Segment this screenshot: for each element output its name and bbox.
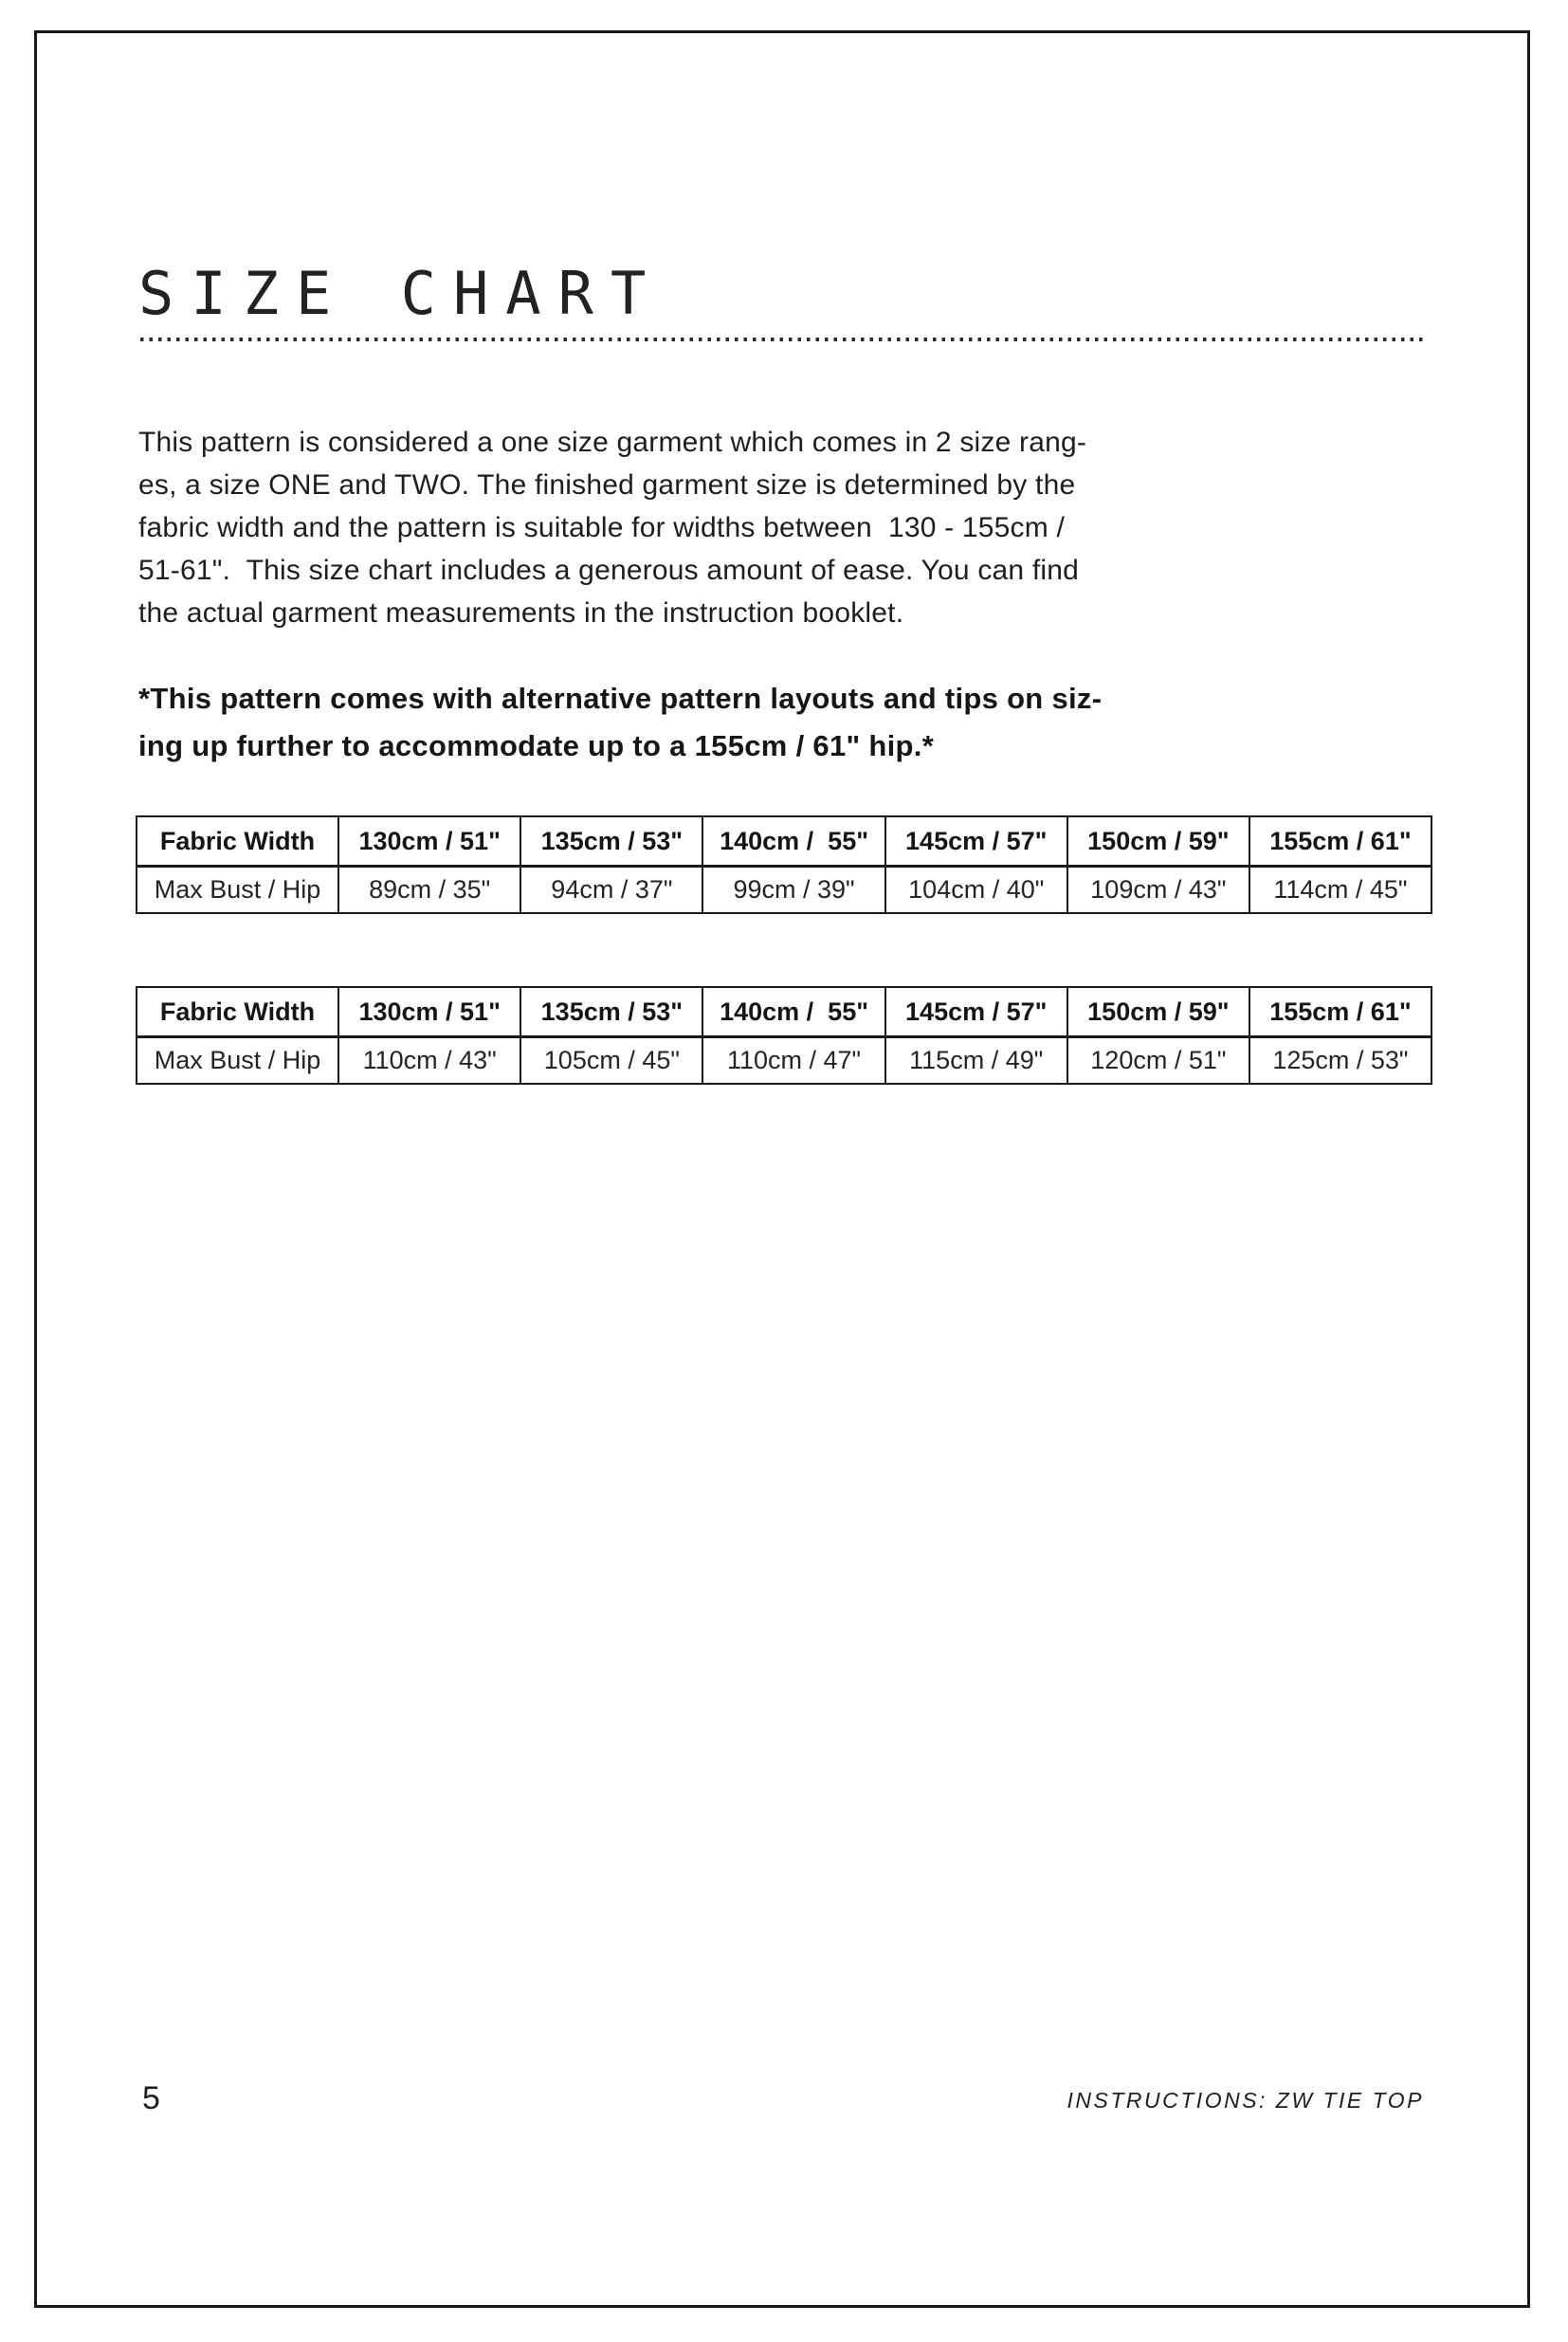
note-line: *This pattern comes with alternative pattern layouts and tips on siz- bbox=[138, 682, 1103, 715]
table-cell: 99cm / 39" bbox=[702, 867, 884, 914]
column-header: 130cm / 51" bbox=[338, 816, 520, 867]
table-cell: 110cm / 47" bbox=[702, 1037, 884, 1085]
intro-line: 51-61". This size chart includes a generous amount of ease. You can find bbox=[138, 555, 1079, 586]
sizing-note-bold bbox=[138, 675, 1466, 770]
column-header: 130cm / 51" bbox=[338, 987, 520, 1037]
column-header: 140cm / 55" bbox=[702, 987, 884, 1037]
column-header-fabric-width: Fabric Width bbox=[137, 816, 338, 867]
size-table-one bbox=[136, 815, 1432, 914]
page-title: SIZE CHART bbox=[138, 258, 664, 328]
column-header: 150cm / 59" bbox=[1067, 816, 1249, 867]
column-header-fabric-width: Fabric Width bbox=[137, 987, 338, 1037]
column-header: 145cm / 57" bbox=[885, 987, 1067, 1037]
table-cell: 89cm / 35" bbox=[338, 867, 520, 914]
dotted-divider bbox=[140, 338, 1426, 341]
table-row bbox=[137, 867, 1431, 914]
intro-line: This pattern is considered a one size garment which comes in 2 size rang- bbox=[138, 427, 1087, 458]
column-header: 140cm / 55" bbox=[702, 816, 884, 867]
table-cell: 105cm / 45" bbox=[520, 1037, 702, 1085]
intro-line: fabric width and the pattern is suitable for widths between 130 - 155cm / bbox=[138, 512, 1065, 543]
column-header: 135cm / 53" bbox=[520, 816, 702, 867]
table-header-row bbox=[137, 987, 1431, 1037]
size-table-two bbox=[136, 986, 1432, 1085]
table-cell: 120cm / 51" bbox=[1067, 1037, 1249, 1085]
intro-line: es, a size ONE and TWO. The finished garment size is determined by the bbox=[138, 469, 1076, 501]
table-cell: 115cm / 49" bbox=[885, 1037, 1067, 1085]
table-cell: 104cm / 40" bbox=[885, 867, 1067, 914]
footer-booklet-title: INSTRUCTIONS: ZW TIE TOP bbox=[1067, 2088, 1424, 2113]
row-label-max-bust-hip: Max Bust / Hip bbox=[137, 1037, 338, 1085]
table-cell: 109cm / 43" bbox=[1067, 867, 1249, 914]
column-header: 145cm / 57" bbox=[885, 816, 1067, 867]
intro-line: the actual garment measurements in the instruction booklet. bbox=[138, 597, 904, 629]
table-cell: 114cm / 45" bbox=[1249, 867, 1431, 914]
note-line: ing up further to accommodate up to a 155cm / 61" hip.* bbox=[138, 729, 935, 762]
table-cell: 125cm / 53" bbox=[1249, 1037, 1431, 1085]
intro-paragraph bbox=[138, 421, 1466, 634]
row-label-max-bust-hip: Max Bust / Hip bbox=[137, 867, 338, 914]
column-header: 150cm / 59" bbox=[1067, 987, 1249, 1037]
column-header: 155cm / 61" bbox=[1249, 987, 1431, 1037]
column-header: 135cm / 53" bbox=[520, 987, 702, 1037]
column-header: 155cm / 61" bbox=[1249, 816, 1431, 867]
page-number: 5 bbox=[142, 2080, 160, 2116]
table-row bbox=[137, 1037, 1431, 1085]
table-cell: 94cm / 37" bbox=[520, 867, 702, 914]
page-border-frame bbox=[34, 30, 1530, 2308]
table-header-row bbox=[137, 816, 1431, 867]
table-cell: 110cm / 43" bbox=[338, 1037, 520, 1085]
